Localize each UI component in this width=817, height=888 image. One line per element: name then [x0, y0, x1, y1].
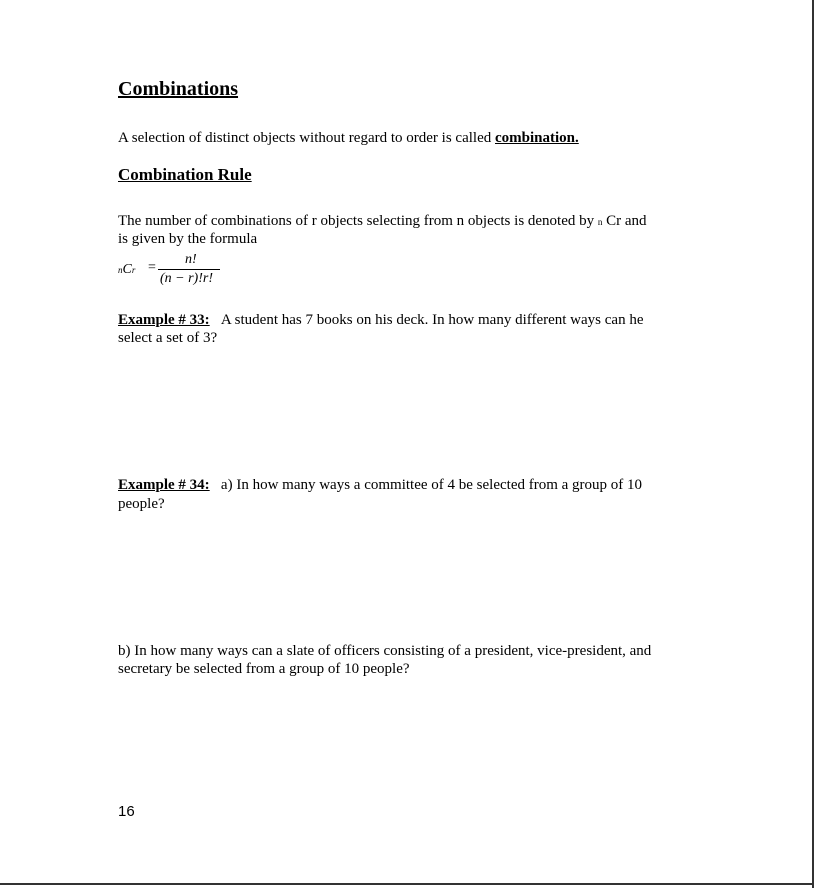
page-edge-right — [812, 0, 814, 888]
page-number: 16 — [118, 803, 135, 820]
example-33-line-1 — [118, 311, 643, 329]
example-33-label: Example # 33: — [118, 312, 210, 328]
rule-notation-main: Cr — [602, 213, 625, 229]
definition-term: combination. — [495, 130, 579, 146]
formula-lhs: nCr — [118, 262, 136, 277]
page-title: Combinations — [118, 78, 239, 100]
rule-heading: Combination Rule — [118, 165, 252, 184]
rule-line-1-text: The number of combinations of r objects selecting from n objects is denoted by — [118, 213, 598, 229]
example-34b-line-2: secretary be selected from a group of 10 people? — [118, 661, 410, 677]
combination-formula — [118, 252, 238, 292]
definition-text: A selection of distinct objects without regard to order is called — [118, 130, 495, 146]
example-33-line-2: select a set of 3? — [118, 330, 218, 346]
formula-numerator: n! — [185, 252, 197, 267]
example-34a-text: a) In how many ways a committee of 4 be selected from a group of 10 — [220, 477, 643, 493]
definition-paragraph — [118, 129, 579, 147]
formula-denominator: (n − r)!r! — [160, 271, 213, 286]
example-34-line-2: people? — [118, 496, 165, 512]
rule-notation-tail: and — [624, 213, 647, 229]
formula-equals: = — [148, 260, 156, 275]
example-34-label: Example # 34: — [118, 477, 210, 493]
rule-line-1 — [118, 212, 647, 231]
rule-line-2: is given by the formula — [118, 231, 258, 247]
page-edge-bottom — [0, 883, 814, 885]
example-33-text: A student has 7 books on his deck. In how many different ways can he — [220, 312, 644, 328]
example-34b-line-1: b) In how many ways can a slate of officers consisting of a president, vice-president, and — [118, 643, 652, 659]
example-34-line-1 — [118, 476, 642, 494]
formula-fraction-bar — [158, 269, 220, 270]
rule-notation-sub: n — [597, 217, 603, 227]
